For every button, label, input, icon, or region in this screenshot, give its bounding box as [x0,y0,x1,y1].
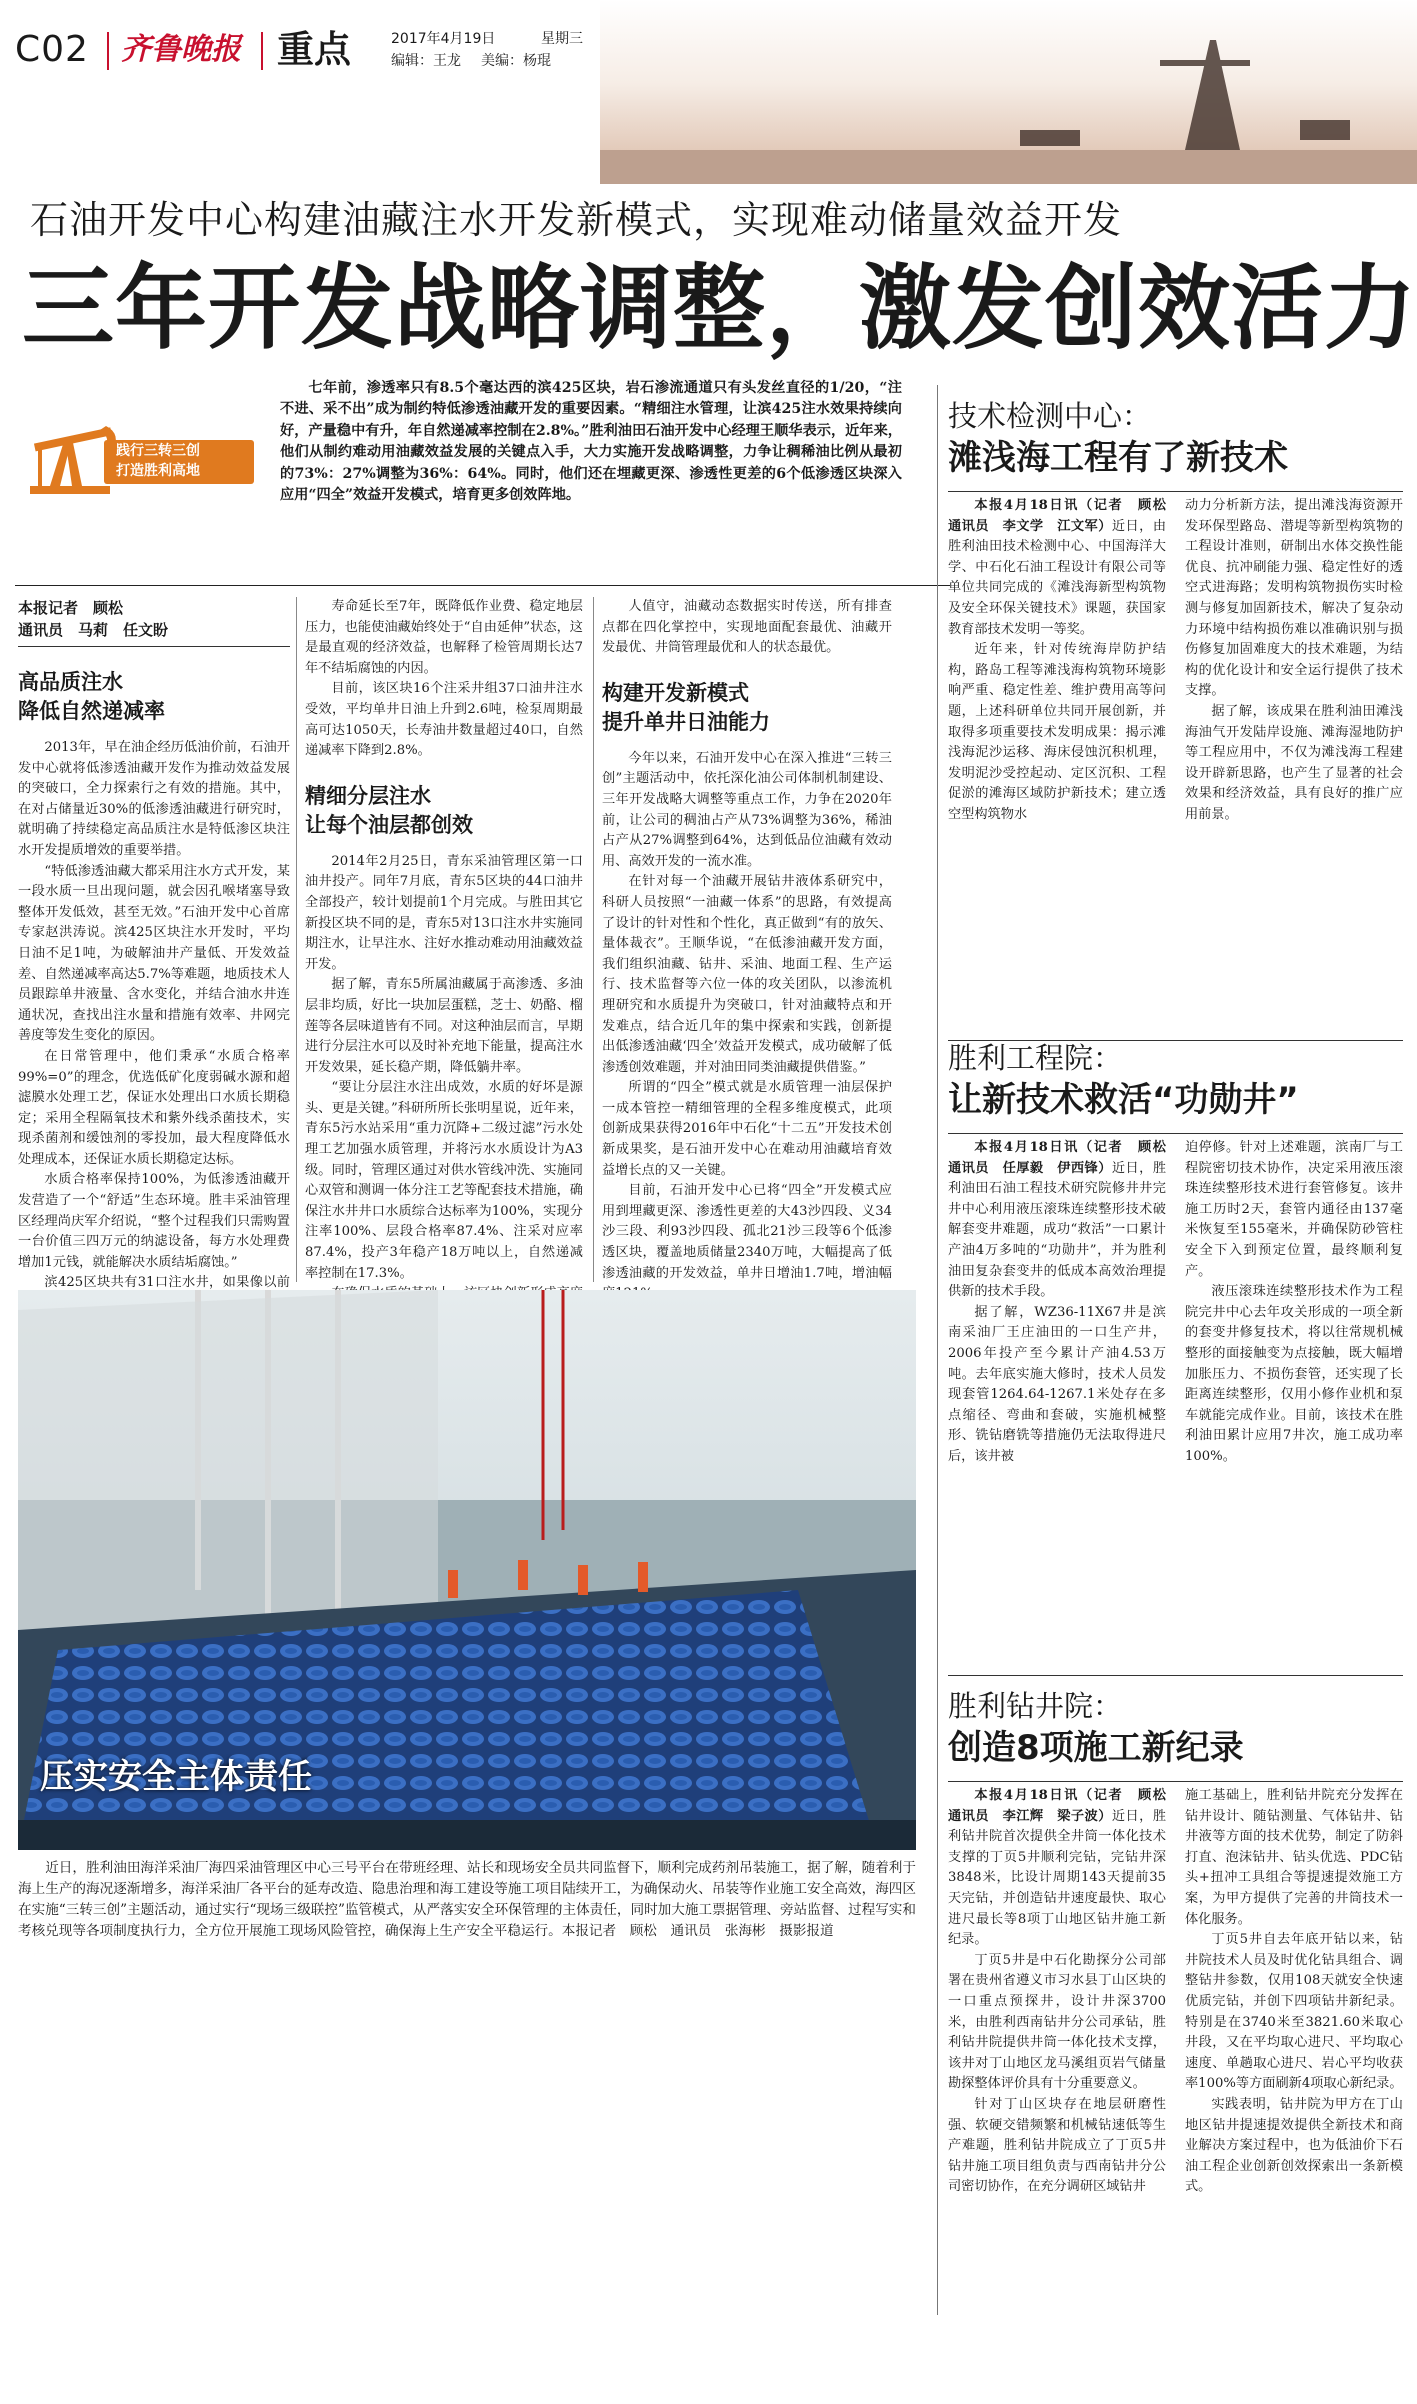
oil-field-sunset-image [600,0,1417,184]
logo-line2: 打造胜利高地 [116,463,200,479]
photo-caption: 近日，胜利油田海洋采油厂海四采油管理区中心三号平台在带班经理、站长和现场安全员共同监督下，顺利完成药剂吊装施工，据了解，随着利于海上生产的海况逐渐增多，海洋采油厂各平台的延寿改造、隐患治理和海工建设等施工项目陆续开工，为确保动火、吊装等作业施工安全高效，海四区在实施“三转三创”主题活动，通过实行“现场三级联控”监管模式，从严落实安全环保管理的主体责任，同时加大施工票据管理、旁站监督、过程写实和考核兑现等各项制度执行力，全方位开展施工现场风险管控，确保海上生产安全平稳运行。本报记者 顾松 通讯员 张海彬 摄影报道 [18,1860,916,1939]
story-engineering-institute: 胜利工程院： 让新技术救活“功勋井” 本报4月18日讯（记者 顾松 通讯员 任厚毅 伊西锋）近日，胜利油田石油工程技术研究院修井井完井中心利用液压滚珠连续整形技术破解套变井难题，成功“救活”一口累计产油4万多吨的“功勋井”，并为胜利油田复杂套变井的低成本高效治理提供新的技术手段。 据了解，WZ36-11X67井是滨南采油厂王庄油田的一口生产井，2006年投产至今累计产油4.53万吨。去年底实施大修时，技术人员发现套管1264.64-1267.1米处存在多点缩径、弯曲和套破，实施机械整形、铣钻磨铣等措施仍无法取得进尺后，该井被 迫停修。针对上述难题，滨南厂与工程院密切技术协作，决定采用液压滚珠连续整形技术进行套管修复。该井施工历时2天，套管内通径由137毫米恢复至155毫米，并确保防砂管柱安全下入到预定位置，最终顺利复产。 液压滚珠连续整形技术作为工程院完井中心去年攻关形成的一项全新的套变井修复技术，将以往常规机械整形的面接触变为点接触，既大幅增加胀压力、不损伤套管，还实现了长距离连续整形，仅用小修作业机和泵车就能完成作业。目前，该技术在胜利油田累计应用7井次，施工成功率100%。 [948,1038,1403,1122]
news-photo [18,1290,916,1850]
paper-name-logo: 齐鲁晚报 [121,32,241,67]
story3-kicker: 胜利钻井院： [948,1689,1123,1723]
designer-credit: 美编：杨琨 [481,53,551,69]
masthead-photo [600,0,1417,184]
byline-reporter: 本报记者 顾松 [18,599,124,617]
story2-dateline: 本报4月18日讯（记者 顾松 通讯员 任厚毅 伊西锋） [948,1140,1180,1176]
campaign-logo [20,408,270,508]
story-drilling-institute: 胜利钻井院： 创造8项施工新纪录 本报4月18日讯（记者 顾松 通讯员 李江辉 梁子波）近日，胜利钻井院首次提供全井筒一体化技术支撑的丁页5井顺利完钻，完钻井深3848米，比设计周期143天提前35天完钻，并创造钻井速度最快、取心进尺最长等8项丁山地区钻井施工新纪录。 丁页5井是中石化勘探分公司部署在贵州省遵义市习水县丁山区块的一口重点预探井，设计井深3700米，由胜利西南钻井分公司承钻，胜利钻井院提供井筒一体化技术支撑，该井对丁山地区龙马溪组页岩气储量勘探整体评价具有十分重要意义。 针对丁山区块存在地层研磨性强、软硬交错频繁和机械钻速低等生产难题，胜利钻井院成立了丁页5井钻井施工项目组负责与西南钻井分公司密切协作，在充分调研区域钻井 施工基础上，胜利钻井院充分发挥在钻井设计、随钻测量、气体钻井、钻井液等方面的技术优势，制定了防斜打直、泡沫钻井、钻头优选、PDC钻头+扭冲工具组合等提速提效施工方案，为甲方提供了完善的井筒技术一体化服务。 丁页5井自去年底开钻以来，钻井院技术人员及时优化钻具组合、调整钻井参数，仅用108天就安全快速优质完钻，并创下四项钻井新纪录。特别是在3740米至3821.60米取心井段，又在平均取心进尺、平均取心速度、单趟取心进尺、岩心平均收获率100%等方面刷新4项取心新纪录。 实践表明，钻井院为甲方在丁山地区钻井提速提效提供全新技术和商业解决方案过程中，也为低油价下石油工程企业创新创效探索出一条新模式。 [948,1686,1403,1770]
column-2: 寿命延长至7年，既降低作业费、稳定地层压力，也能使油藏始终处于“自由延伸”状态，这是最直观的经济效益，也解释了检管周期长达7年不结垢腐蚀的内因。 目前，该区块16个注采井组37口油井注水受效，平均单井日油上升到2.6吨，检泵周期最高可达1050天，长寿油井数量超过40口，自然递减率下降到2.8%。 精细分层注水 让每个油层都创效 2014年2月25日，青东采油管理区第一口油井投产。同年7月底，青东5区块的44口油井全部投产，较计划提前1个月完成。与胜田其它新投区块不同的是，青东5对13口注水井实施同期注水，让早注水、注好水推动难动用油藏效益开发。 据了解，青东5所属油藏属于高渗透、多油层非均质，好比一块加层蛋糕，芝士、奶酪、榴莲等各层味道皆有不同。对这种油层而言，早期进行分层注水可以及时补充地下能量，提高注水开发效果，延长稳产期，降低躺井率。 “要让分层注水注出成效，水质的好坏是源头、更是关键。”科研所所长张明星说，近年来，青东5污水站采用“重力沉降+二级过滤”污水处理工艺加强水质管理，并将污水水质设计为A3级。同时，管理区通过对供水管线冲洗、实施同心双管和测调一体分注工艺等配套技术措施，确保注水井井口水质综合达标率为100%，实现分注率100%、层段合格率87.4%、注采对应率87.4%，投产3年稳产18万吨以上，自然递减率控制在17.3%。 [305,599,583,1281]
column-3: 人值守，油藏动态数据实时传送，所有排查点都在四化掌控中，实现地面配套最优、油藏开发最优、井筒管理最优和人的状态最优。 构建开发新模式 提升单井日油能力 今年以来，石油开发中心在深入推进“三转三创”主题活动中，依托深化油公司体制机制建设、三年开发战略大调整等重点工作，力争在2020年前，让公司的稠油占产从73%调整为36%，稀油占产从27%调整到64%，达到低品位油藏有效动用、高效开发的一流水准。 在针对每一个油藏开展钻井液体系研究中，科研人员按照“一油藏一体系”的思路，有效提高了设计的针对性和个性化，真正做到“有的放矢、量体裁衣”。王顺华说，“在低渗油藏开发方面，我们组织油藏、钻井、采油、地面工程、生产运行、技术监督等六位一体的攻关团队，以渗流机理研究和水质提升为突破口，针对油藏特点和开发难点，结合近几年的集中探索和实践，创新提出低渗透油藏‘四全’效益开发模式，成功破解了低渗透创效难题，并对油田同类油藏提供借鉴。” 所谓的“四全”模式就是水质管理一油层保护一成本管控一精细管理的全程多维度模式，此项创新成果获得2016年中石化“十二五”开发技术创新成果奖，是石油开发中心在难动用油藏培育效益增长点的又一关键。 目前，石油开发中心已将“四全”开发模式应用到埋藏更深、渗透性更差的大43沙四段、义34沙三段、利93沙四段、孤北21沙三段等6个低渗透区块，覆盖地质储量2340万吨，大幅提高了低渗透油藏的开发效益，单井日增油1.7吨，增油幅 [602,599,892,1281]
headline-main: 三年开发战略调整，激发创效活力 [22,255,1417,362]
headline-kicker: 石油开发中心构建油藏注水开发新模式，实现难动储量效益开发 [30,198,1123,242]
story3-headline: 创造8项施工新纪录 [948,1728,1244,1768]
story2-headline: 让新技术救活“功勋井” [948,1080,1299,1120]
subhead-new-model: 构建开发新模式 提升单井日油能力 [602,680,770,734]
story1-headline: 滩浅海工程有了新技术 [948,438,1288,478]
issue-date: 2017年4月19日 [391,31,496,47]
column-1: 高品质注水 降低自然递减率 2013年，早在油企经历低油价前，石油开发中心就将低渗透油藏开发作为推动效益发展的突破口，全力探索行之有效的措施。其中，在对占储量近30%的低渗透油藏进行研究时，就明确了持续稳定高品质注水是特低渗区块注水开发提质增效的重要举措。 “特低渗透油藏大都采用注水方式开发，某一段水质一旦出现问题，就会因孔喉堵塞导致整体开发低效，甚至无效。”石油开发中心首席专家赵洪涛说。滨425区块注水开发时，平均日油不足1吨，为破解油井产量低、开发效益差、自然递减率高达5.7%等难题，地质技术人员跟踪单井液量、含水变化，并结合油水井连通状况，查找出注水量和措施有效率、井网完善度等发生变化的原因。 在日常管理中，他们秉承“水质合格率99%=0”的理念，优选低矿化度弱碱水源和超滤膜水处理工艺，保证水处理出口水质长期稳定；采用全程隔氧技术和紫外线杀菌技术，实现杀菌剂和缓蚀剂的零投加，最大程度降低水处理成本，还保证水质长期稳定达标。 水质合格率保持100%，为低渗透油藏开发营造了一个“舒适”生态环境。胜丰采油管理区经理尚庆军介绍说，“整个过程我们只需购置一台价值三四万元的纳滤设备，每方水处理费增加1元钱，就能解决水质结垢腐蚀。” 滨425区块共有31口注水井，如果像以前 [18,670,290,1291]
logo-line1: 践行三转三创 [116,443,200,459]
story3-dateline: 本报4月18日讯（记者 顾松 通讯员 李江辉 梁子波） [948,1788,1180,1824]
story1-dateline: 本报4月18日讯（记者 顾松 通讯员 李文学 江文军） [948,498,1180,534]
story2-lead: 近日，胜利油田石油工程技术研究院修井井完井中心利用液压滚珠连续整形技术破解套变井难题，成功“救活”一口累计产油4万多吨的“功勋井”，并为胜利油田复杂套变井的低成本高效治理提供新的技术手段。 [948,1160,1167,1300]
editor-credit: 编辑：王龙 [391,53,461,69]
byline [18,597,290,641]
story1-lead: 近日，由胜利油田技术检测中心、中国海洋大学、中石化石油工程设计有限公司等单位共同完成的《滩浅海新型构筑物及安全环保关键技术》课题，获国家教育部技术发明一等奖。 [948,518,1167,637]
page-number: C02 [15,29,89,70]
story3-lead: 近日，胜利钻井院首次提供全井筒一体化技术支撑的丁页5井顺利完钻，完钻井深3848米，比设计周期143天提前35天完钻，并创造钻井速度最快、取心进尺最长等8项丁山地区钻井施工新纪录。 [948,1808,1167,1948]
story-tech-testing: 技术检测中心： 滩浅海工程有了新技术 本报4月18日讯（记者 顾松 通讯员 李文学 江文军）近日，由胜利油田技术检测中心、中国海洋大学、中石化石油工程设计有限公司等单位共同完成的《滩浅海新型构筑物及安全环保关键技术》课题，获国家教育部技术发明一等奖。 近年来，针对传统海岸防护结构，路岛工程等滩浅海构筑物环境影响严重、稳定性差、维护费用高等问题，上述科研单位共同开展创新，并取得多项重要技术发明成果：揭示滩浅海泥沙运移、海床侵蚀沉积机理，发明泥沙受控起动、定区沉积、工程促淤的滩海区域防护新技术；建立透空型构筑物水 动力分析新方法，提出滩浅海资源开发环保型路岛、潜堤等新型构筑物的工程设计准则，研制出水体交换性能优良、抗冲刷能力强、稳定性好的透空式进海路；发明构筑物损伤实时检测与修复加固新技术，解决了复杂动力环境中结构损伤难以准确识别与损伤修复加固难度大的技术难题，为结构的优化设计和安全运行提供了技术支撑。 据了解，该成果在胜利油田滩浅海油气开发陆岸设施、滩海湿地防护等工程应用中，不仅为滩浅海工程建设开辟新思路，也产生了显著的社会效果和经济效益，具有良好的推广应用前景。 [948,396,1403,480]
photo-caption-title: 压实安全主体责任 [40,1757,312,1797]
subhead-quality-water: 高品质注水 降低自然递减率 [18,670,165,723]
issue-weekday: 星期三 [541,31,583,47]
byline-correspondents: 通讯员 马莉 任文盼 [18,621,169,639]
subhead-layered-injection: 精细分层注水 让每个油层都创效 [305,783,473,837]
story1-kicker: 技术检测中心： [948,399,1152,433]
lead-paragraph [280,378,902,506]
section-title: 重点 [277,28,351,71]
story2-kicker: 胜利工程院： [948,1041,1123,1075]
lead-text: 七年前，渗透率只有8.5个毫达西的滨425区块，岩石渗流通道只有头发丝直径的1/20，“注不进、采不出”成为制约特低渗透油藏开发的重要因素。“精细注水管理，让滨425注水效果持续向好，产量稳中有升，年自然递减率控制在2.8%。”胜利油田石油开发中心经理王顺华表示，近年来，他们从制约难动用油藏效益发展的关键点入手，大力实施开发战略调整，力争让稠稀油比例从最初的73%：27%调整为36%：64%。同时，他们还在埋藏更深、渗透性更差的6个低渗透区块深入应用“四全”效益开发模式，培育更多创效阵地。 [280,380,902,504]
